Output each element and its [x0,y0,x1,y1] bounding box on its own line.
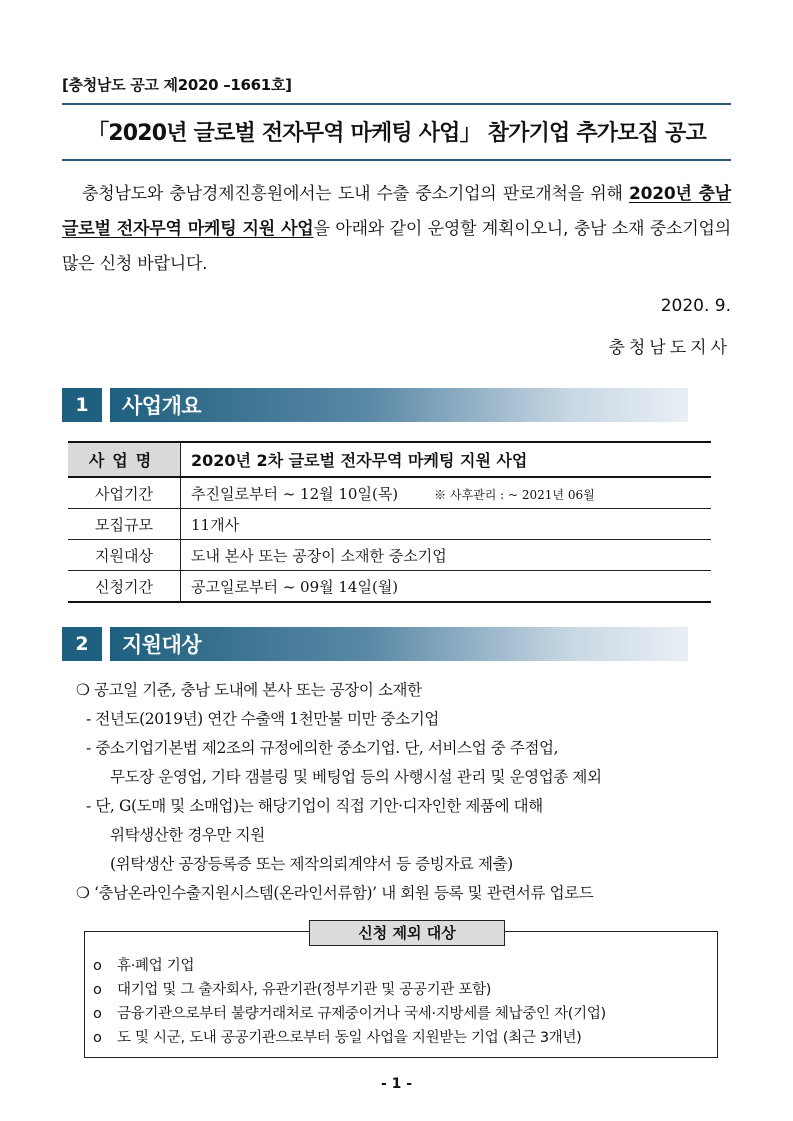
overview-table [68,441,711,603]
table-key: 모집규모 [68,509,181,540]
list-item: - 중소기업기본법 제2조의 규정에의한 중소기업. 단, 서비스업 중 주점업, [86,739,559,757]
table-row [68,509,711,540]
exclusion-item: 휴·폐업 기업 [117,958,195,974]
table-value: 도내 본사 또는 공장이 소재한 중소기업 [181,540,712,571]
intro-bold-program: 2020년 충남 글로벌 전자무역 마케팅 지원 사업 [62,184,731,239]
section-title: 사업개요 [110,388,688,422]
title-rule-bottom [62,159,731,161]
list-item: 무도장 운영업, 기타 갬블링 및 베팅업 등의 사행시설 관리 및 운영업종 제외 [110,768,602,786]
intro-text-2: 을 아래와 같이 운영할 계획이오니, 충남 소재 중소기업의 많은 신청 바랍니다. [62,219,731,274]
table-key: 사업명 [68,442,181,477]
table-row [68,442,711,477]
intro-paragraph [62,177,731,282]
exclusion-item: 금융기관으로부터 불량거래처로 규제중이거나 국세·지방세를 체납중인 자(기업) [117,1006,606,1022]
list-item: ❍ 공고일 기준, 충남 도내에 본사 또는 공장이 소재한 [76,681,422,699]
list-item: - 전년도(2019년) 연간 수출액 1천만불 미만 중소기업 [86,710,439,728]
list-item: ❍ ‘충남온라인수출지원시스템(온라인서류함)’ 내 회원 등록 및 관련서류 업로드 [76,884,594,902]
list-item [93,954,606,978]
table-row [68,477,711,509]
list-item: - 단, G(도매 및 소매업)는 해당기업이 직접 기안·디자인한 제품에 대해 [86,797,543,815]
bullet-icon: o [93,1030,102,1046]
eligibility-list [76,676,736,908]
table-key: 신청기간 [68,571,181,603]
exclusion-item: 대기업 및 그 출자회사, 유관기관(정부기관 및 공공기관 포함) [117,982,492,998]
table-value: 추진일로부터 ~ 12월 10일(목) [191,484,399,503]
exclusion-box [84,924,718,1058]
bullet-icon: o [93,1006,102,1022]
page-number: - 1 - [380,1076,413,1092]
table-note: ※ 사후관리 : ~ 2021년 06월 [434,487,595,502]
section-number: 2 [62,627,102,661]
bullet-icon: o [93,958,102,974]
table-value-cell [181,477,712,509]
notice-date: 2020. 9. [660,296,731,316]
title-rule-top [62,103,731,105]
issuer: 충청남도지사 [608,338,731,358]
intro-text-1: 충청남도와 충남경제진흥원에서는 도내 수출 중소기업의 판로개척을 위해 [82,184,629,204]
list-item [93,978,606,1002]
section-header-2 [62,627,688,661]
notice-number: [충청남도 공고 제2020 –1661호] [62,76,292,94]
table-key: 사업기간 [68,477,181,509]
table-value: 공고일로부터 ~ 09월 14일(월) [181,571,712,603]
list-item [93,1026,606,1050]
table-row [68,571,711,603]
list-item: 위탁생산한 경우만 지원 [110,826,265,844]
table-value: 2020년 2차 글로벌 전자무역 마케팅 지원 사업 [181,442,712,477]
list-item: (위탁생산 공장등록증 또는 제작의뢰계약서 등 증빙자료 제출) [110,855,513,873]
table-row [68,540,711,571]
section-number: 1 [62,388,102,422]
exclusion-title: 신청 제외 대상 [309,920,505,946]
table-key: 지원대상 [68,540,181,571]
table-value: 11개사 [181,509,712,540]
bullet-icon: o [93,982,102,998]
exclusion-list [93,954,606,1050]
exclusion-item: 도 및 시군, 도내 공공기관으로부터 동일 사업을 지원받는 기업 (최근 3개년) [117,1030,582,1046]
section-header-1 [62,388,688,422]
list-item [93,1002,606,1026]
section-title: 지원대상 [110,627,688,661]
page-title: 「2020년 글로벌 전자무역 마케팅 사업」 참가기업 추가모집 공고 [87,121,706,146]
